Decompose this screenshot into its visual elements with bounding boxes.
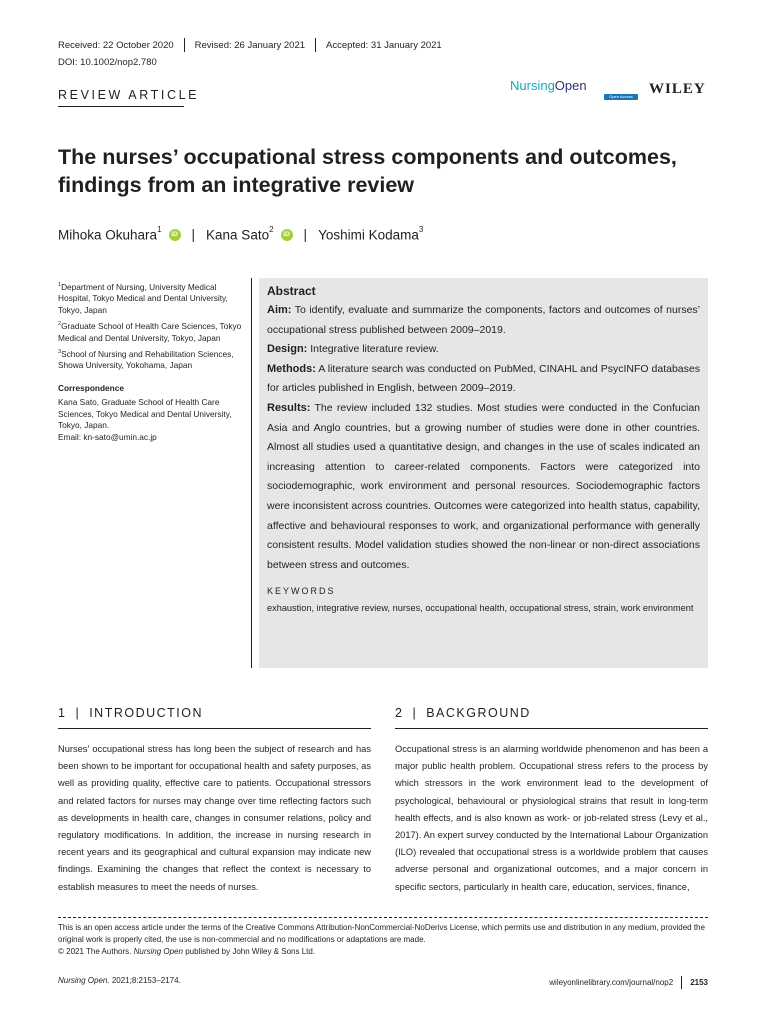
background-text: Occupational stress is an alarming worldwide phenomenon and has been a major public health problem. Occupational stress refers to the process by which stressors in the work environment lead to the development of psychological, behavioural or physiological strains that result in long-term health effects, and is also known as work- or job-related stress (Levy et al., 2017). An expert survey conducted by the International Labour Organization (ILO) revealed that occupational stress is a worldwide problem that causes adverse personal and organizational outcomes, and a major concern in specific sectors, particularly in health care, education, services, finance,	[395, 744, 708, 892]
correspondence-email[interactable]: Email: kn-sato@umin.ac.jp	[58, 431, 157, 442]
open-access-badge: Open Access	[604, 94, 638, 100]
affiliation: $^2$Graduate School of Health Care Sciences, Tokyo Medical and Dental University, Tokyo, Japan	[58, 321, 242, 343]
copyright: © 2021 The Authors. Nursing Open published by John Wiley & Sons Ltd.	[58, 947, 316, 956]
affiliation: $^3$School of Nursing and Rehabilitation Sciences, Showa University, Yokohama, Japan	[58, 348, 234, 371]
correspondence: Kana Sato, Graduate School of Health Care Sciences, Tokyo Medical and Dental University, Tokyo, Japan. Email: kn-sato@umin.ac.jp	[58, 397, 232, 442]
author-separator: |	[191, 227, 196, 243]
revised-date: Revised: 26 January 2021	[194, 39, 306, 51]
introduction-text: Nurses' occupational stress has long been the subject of research and has been shown to be important for occupational health and safety purposes, as well as providing quality, effective care to patients. Occupational stressors and related factors for nurses may change over time reflecting factors such as developments in health care, changes in consumer relations, policy and regulatory modifications. In addition, the increase in nursing research in recent years and its geographical and cultural expansion may indicate new findings. Examining the changes that reflect the context is necessary to establish measures to meet the needs of nurses.	[58, 744, 371, 892]
divider	[681, 976, 682, 989]
abstract-methods: Methods: A literature search was conducted on PubMed, CINAHL and PsycINFO databases for articles published in English, between 2009–2019.	[267, 362, 700, 395]
divider	[315, 38, 316, 52]
divider	[58, 917, 708, 918]
author-separator: |	[303, 227, 308, 243]
section-heading-introduction: 1 | INTRODUCTION	[58, 706, 204, 720]
abstract-heading: Abstract	[267, 284, 316, 298]
author-list	[58, 227, 423, 243]
abstract-box	[259, 278, 708, 668]
received-date: Received: 22 October 2020	[58, 39, 174, 51]
correspondence-heading: Correspondence	[58, 382, 124, 393]
divider	[184, 38, 185, 52]
author-name[interactable]: Mihoka Okuhara$^1$	[58, 225, 162, 243]
divider	[395, 728, 708, 729]
publisher-logo[interactable]: WILEY	[649, 81, 706, 97]
doi[interactable]: DOI: 10.1002/nop2.780	[58, 57, 157, 68]
author-name[interactable]: Kana Sato$^2$	[206, 225, 274, 243]
section-heading-background: 2 | BACKGROUND	[395, 706, 531, 720]
divider	[58, 728, 371, 729]
divider	[58, 106, 184, 107]
affiliations	[58, 280, 243, 443]
article-dates	[58, 38, 442, 52]
abstract-results: Results: The review included 132 studies. Most studies were conducted in the Confucian Asia and Anglo countries, but a growing number of studies were done in other countries. Almost all studies used a quantitative design, and changes in the use of scales indicated an increasing attention to career-related components. Factors were categorized into sociodemographic, work environment and personal resources. Sociodemographic factors were inconsistent across countries. Outcomes were categorized into health status, capability, affective and behavioural responses to work, and organizational performance with generally consistent results. Model validation studies showed the non-linear or non-direct associations between stress and outcomes.	[267, 401, 700, 571]
accepted-date: Accepted: 31 January 2021	[326, 39, 442, 51]
orcid-icon[interactable]: iD	[281, 229, 293, 241]
affiliation: $^1$Department of Nursing, University Medical Hospital, Tokyo Medical and Dental University, Tokyo, Japan	[58, 281, 228, 315]
journal-logo[interactable]: NursingOpen	[510, 78, 587, 93]
footer-url[interactable]: wileyonlinelibrary.com/journal/nop2	[549, 978, 674, 987]
license-text: This is an open access article under the terms of the Creative Commons Attribution-NonCommercial-NoDerivs License, which permits use and distribution in any medium, provided the original work is properly cited, the use is non-commercial and no modifications or adaptations are made.	[58, 923, 705, 944]
article-title: The nurses’ occupational stress components and outcomes, findings from an integrative review	[58, 145, 677, 197]
page-number: 2153	[690, 978, 708, 987]
article-type: REVIEW ARTICLE	[58, 88, 200, 102]
footer-right	[549, 976, 708, 989]
orcid-icon[interactable]: iD	[169, 229, 181, 241]
divider	[251, 278, 252, 668]
footer-citation: Nursing Open. 2021;8:2153–2174.	[58, 976, 181, 985]
abstract-design: Design: Integrative literature review.	[267, 343, 439, 356]
keywords-heading: KEYWORDS	[267, 586, 336, 597]
abstract-aim: Aim: To identify, evaluate and summarize the components, factors and outcomes of nurses’ occupational stress published between 2009–2019.	[267, 304, 700, 336]
keywords: exhaustion, integrative review, nurses, occupational health, occupational stress, strain, work environment	[267, 603, 694, 614]
author-name[interactable]: Yoshimi Kodama$^3$	[318, 225, 424, 243]
